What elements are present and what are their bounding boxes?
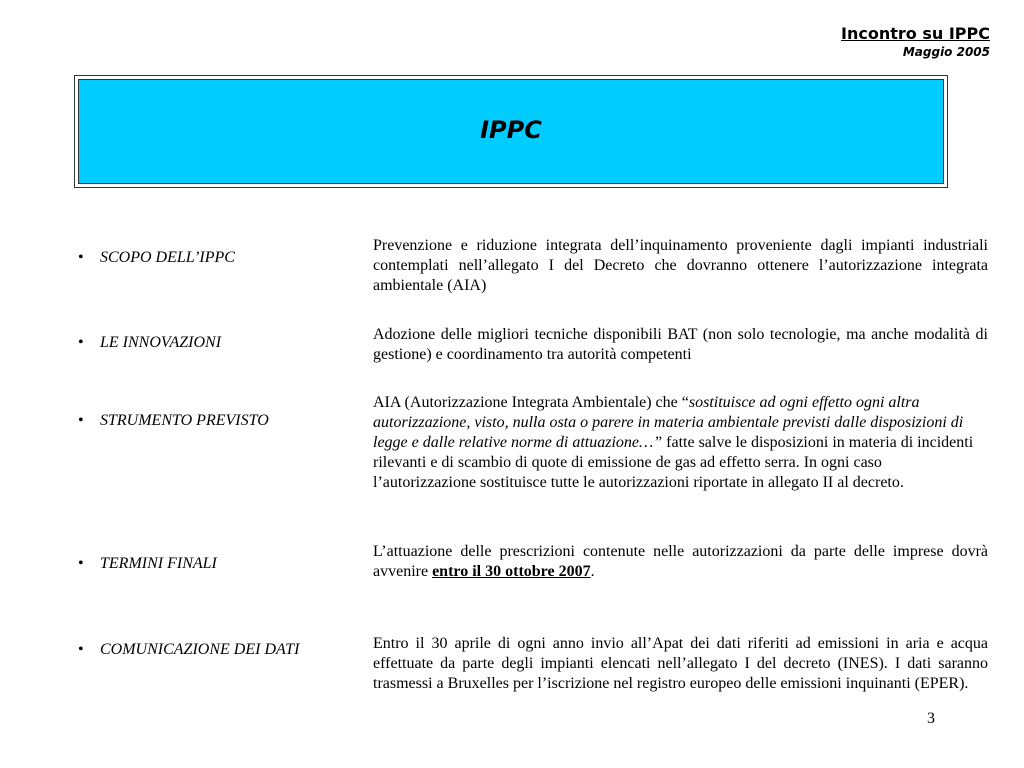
desc-scopo: Prevenzione e riduzione integrata dell’inquinamento proveniente dagli impianti industriali contemplati nell’allegato I del Decreto che dovranno ottenere l’autorizzazione integrata ambientale (AIA) — [373, 237, 988, 294]
bullet: • — [78, 412, 84, 429]
header-date: Maggio 2005 — [902, 45, 990, 59]
page-number: 3 — [927, 710, 935, 727]
label-text: COMUNICAZIONE DEI DATI — [100, 641, 300, 658]
label-text: SCOPO DELL’IPPC — [100, 249, 235, 266]
label-strumento — [78, 409, 338, 433]
desc-strumento-quote: sostituisce ad ogni effetto ogni altra autorizzazione, visto, nulla osta o parere in materia ambientale previsti dalle disposizioni di legge e dalle relative norme di attuazione…” — [373, 394, 964, 451]
desc-termini — [373, 542, 988, 582]
bullet: • — [78, 555, 84, 572]
header-title: Incontro su IPPC — [841, 24, 990, 43]
desc-strumento-pre: AIA (Autorizzazione Integrata Ambientale) che “ — [373, 394, 689, 411]
label-scopo — [78, 246, 338, 270]
desc-termini-post: . — [590, 563, 595, 580]
label-text: LE INNOVAZIONI — [100, 334, 222, 351]
desc-strumento — [373, 393, 985, 493]
label-termini — [78, 552, 338, 576]
desc-comunicazione: Entro il 30 aprile di ogni anno invio all’Apat dei dati riferiti ad emissioni in aria e acqua effettuate da parte degli impianti elencati nell’allegato I del decreto (INES). I dati saranno trasmessi a Bruxelles per l’iscrizione nel registro europeo delle emissioni inquinanti (EPER). — [373, 635, 988, 692]
label-innovazioni — [78, 331, 338, 355]
title-banner — [74, 75, 948, 188]
desc-innovazioni: Adozione delle migliori tecniche disponibili BAT (non solo tecnologie, ma anche modalità di gestione) e coordinamento tra autorità competenti — [373, 326, 988, 363]
desc-termini-pre: L’attuazione delle prescrizioni contenute nelle autorizzazioni da parte delle imprese dovrà avvenire — [373, 543, 988, 580]
bullet: • — [78, 641, 84, 658]
title-banner-inner — [78, 79, 944, 184]
deadline-date: entro il 30 ottobre 2007 — [432, 563, 591, 580]
bullet: • — [78, 249, 84, 266]
label-comunicazione — [78, 638, 338, 662]
slide-title: IPPC — [480, 115, 542, 144]
bullet: • — [78, 334, 84, 351]
desc-strumento-post: fatte salve le disposizioni in materia di incidenti rilevanti e di scambio di quote di emissione de gas ad effetto serra. In ogni caso l’autorizzazione sostituisce tutte le autorizzazioni riportate in allegato II al decreto. — [373, 434, 974, 491]
label-text: TERMINI FINALI — [100, 555, 217, 572]
label-text: STRUMENTO PREVISTO — [100, 412, 269, 429]
